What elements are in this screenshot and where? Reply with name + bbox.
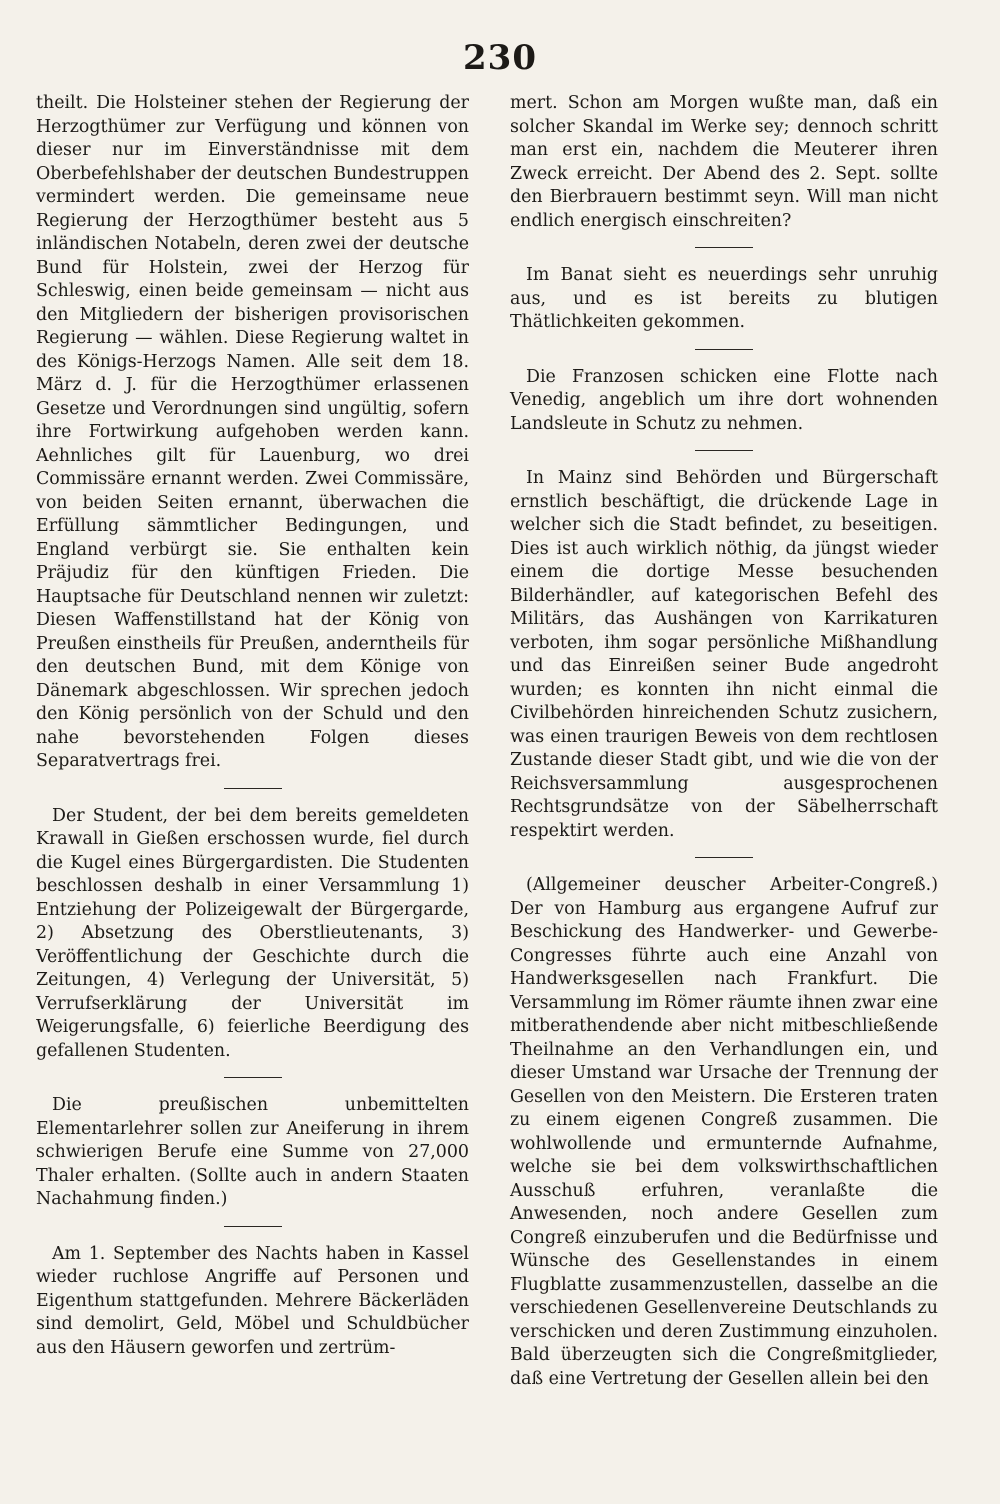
- article-separator: [224, 1077, 282, 1078]
- left-column: [36, 92, 469, 1360]
- article-paragraph: Die preußischen unbemittelten Elementarlehrer sollen zur Aneiferung in ihrem schwierigen Berufe eine Summe von 27,000 Thaler erhalten. (Sollte auch in andern Staaten Nachahmung finden.): [36, 1095, 469, 1209]
- article-separator: [224, 1226, 282, 1227]
- article-paragraph: Die Franzosen schicken eine Flotte nach Venedig, angeblich um ihre dort wohnenden Landsleute in Schutz zu nehmen.: [510, 366, 938, 434]
- article-separator: [695, 349, 753, 350]
- article-separator: [695, 857, 753, 858]
- page-number: 230: [463, 38, 537, 78]
- article-paragraph: mert. Schon am Morgen wußte man, daß ein solcher Skandal im Werke sey; dennoch schritt man erst ein, nachdem die Meuterer ihren Zweck erreicht. Der Abend des 2. Sept. sollte den Bierbrauern bestimmt seyn. Will man nicht endlich energisch einschreiten?: [510, 93, 938, 231]
- article-paragraph: Der Student, der bei dem bereits gemeldeten Krawall in Gießen erschossen wurde, fiel durch die Kugel eines Bürgergardisten. Die Studenten beschlossen deshalb in einer Versammlung 1) Entziehung der Polizeigewalt der Bürgergarde, 2) Absetzung des Oberstlieutenants, 3) Veröffentlichung der Geschichte durch die Zeitungen, 4) Verlegung der Universität, 5) Verrufserklärung der Universität im Weigerungsfalle, 6) feierliche Beerdigung des gefallenen Studenten.: [36, 805, 469, 1061]
- right-column: [510, 92, 938, 1391]
- article-separator: [224, 788, 282, 789]
- article-separator: [695, 247, 753, 248]
- article-paragraph: (Allgemeiner deuscher Arbeiter-Congreß.) Der von Hamburg aus ergangene Aufruf zur Beschickung des Handwerker- und Gewerbe-Congresses führte auch eine Anzahl von Handwerksgesellen nach Frankfurt. Die Versammlung im Römer räumte ihnen zwar eine mitberathendende aber nicht mitbeschließende Theilnahme an den Verhandlungen ein, und dieser Umstand war Ursache der Trennung der Gesellen von den Meistern. Die Ersteren traten zu einem eigenen Congreß zusammen. Die wohlwollende und ermunternde Aufnahme, welche sie bei dem volkswirthschaftlichen Ausschuß erfuhren, veranlaßte die Anwesenden, noch andere Gesellen zum Congreß einzuberufen und die Bedürfnisse und Wünsche des Gesellenstandes in einem Flugblatte zusammenzustellen, dasselbe an die verschiedenen Gesellenvereine Deutschlands zu verschicken und deren Zustimmung einzuholen. Bald überzeugten sich die Congreßmitglieder, daß eine Vertretung der Gesellen allein bei den: [510, 875, 938, 1389]
- article-paragraph: Am 1. September des Nachts haben in Kassel wieder ruchlose Angriffe auf Personen und Eigenthum stattgefunden. Mehrere Bäckerläden sind demolirt, Geld, Möbel und Schuldbücher aus den Häusern geworfen und zertrüm-: [36, 1243, 469, 1358]
- article-paragraph: theilt. Die Holsteiner stehen der Regierung der Herzogthümer zur Verfügung und können von dieser nur im Einverständnisse mit dem Oberbefehlshaber der deutschen Bundestruppen vermindert werden. Die gemeinsame neue Regierung der Herzogthümer besteht aus 5 inländischen Notabeln, deren zwei der deutsche Bund für Holstein, zwei der Herzog für Schleswig, einen beide gemeinsam — nicht aus den Mitgliedern der bisherigen provisorischen Regierung — wählen. Diese Regierung waltet in des Königs-Herzogs Namen. Alle seit dem 18. März d. J. für die Herzogthümer erlassenen Gesetze und Verordnungen sind ungültig, sofern ihre Fortwirkung aufgehoben werden kann. Aehnliches gilt für Lauenburg, wo drei Commissäre ernannt werden. Zwei Commissäre, von beiden Seiten ernannt, überwachen die Erfüllung sämmtlicher Bedingungen, und England verbürgt sie. Sie enthalten kein Präjudiz für den künftigen Frieden. Die Hauptsache für Deutschland nennen wir zuletzt: Diesen Waffenstillstand hat der König von Preußen einstheils für Preußen, anderntheils für den deutschen Bund, mit dem Könige von Dänemark abgeschlossen. Wir sprechen jedoch den König persönlich von der Schuld und den nahe bevorstehenden Folgen dieses Separatvertrags frei.: [36, 93, 469, 771]
- article-paragraph: Im Banat sieht es neuerdings sehr unruhig aus, und es ist bereits zu blutigen Thätlichkeiten gekommen.: [510, 265, 938, 332]
- article-separator: [695, 450, 753, 451]
- article-paragraph: In Mainz sind Behörden und Bürgerschaft ernstlich beschäftigt, die drückende Lage in welcher sich die Stadt befindet, zu beseitigen. Dies ist auch wirklich nöthig, da jüngst wieder einem die dortige Messe besuchenden Bilderhändler, auf kategorischen Befehl des Militärs, das Aushängen von Karrikaturen verboten, ihm sogar persönliche Mißhandlung und das Einreißen seiner Bude angedroht wurden; es konnten ihn nicht einmal die Civilbehörden hinreichenden Schutz zusichern, was einen traurigen Beweis von dem rechtlosen Zustande dieser Stadt gibt, und wie die von der Reichsversammlung ausgesprochenen Rechtsgrundsätze von der Säbelherrschaft respektirt werden.: [510, 468, 938, 841]
